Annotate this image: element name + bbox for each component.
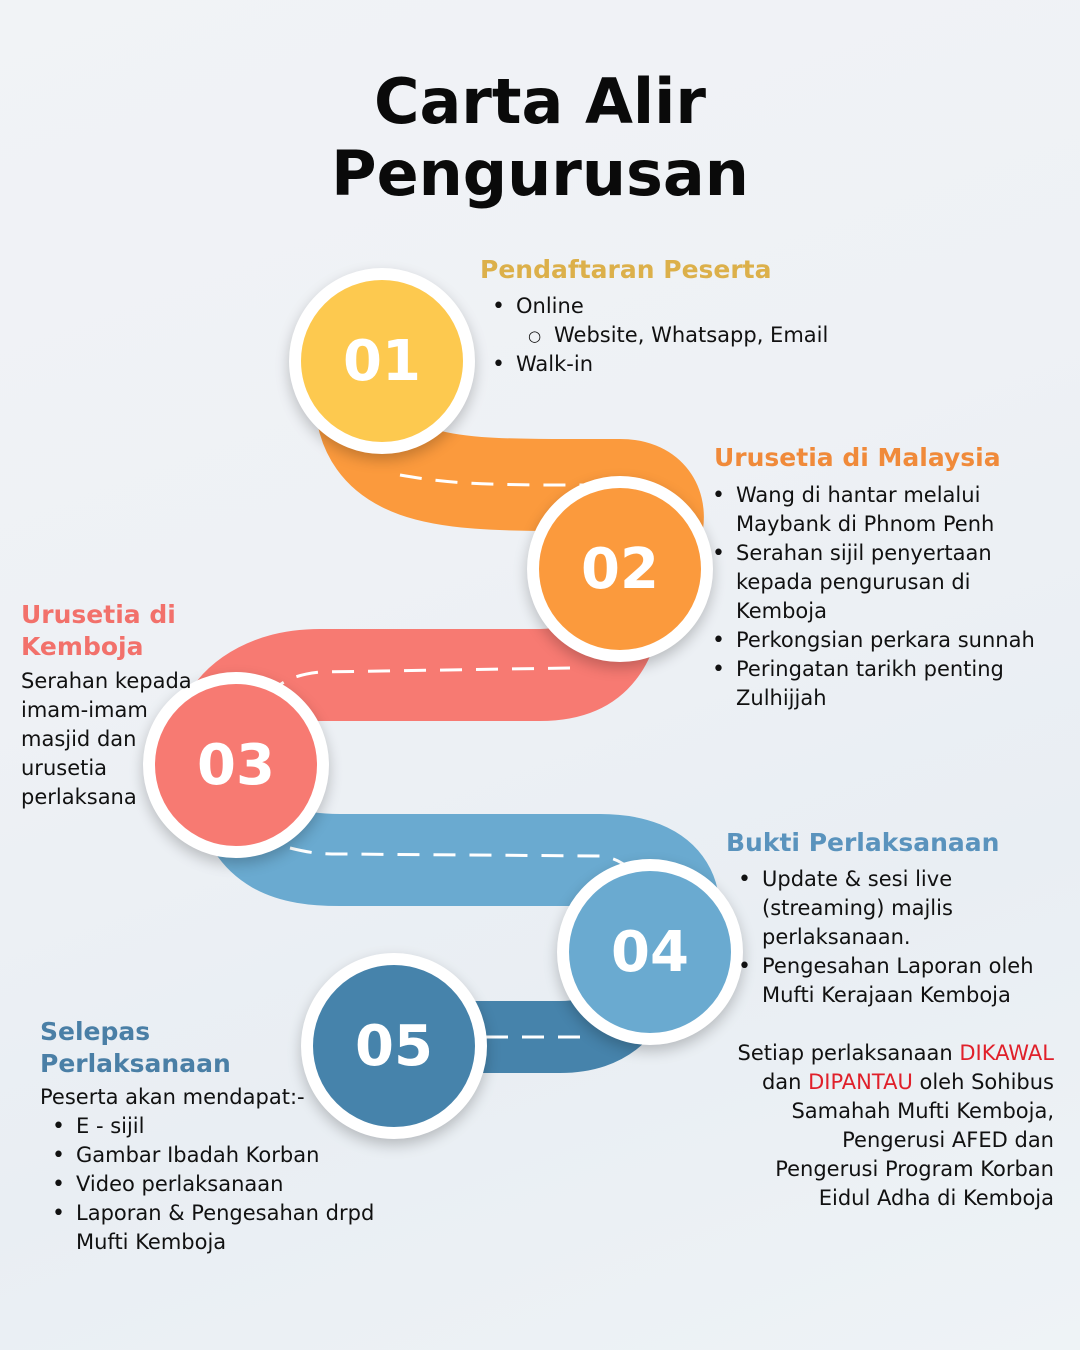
list-item: • Peringatan tarikh penting Zulhijjah xyxy=(710,655,1070,713)
step-03-text: Serahan kepada imam-imam masjid dan urusetia perlaksana xyxy=(21,669,192,809)
step-02-heading: Urusetia di Malaysia xyxy=(714,443,1001,472)
step-01-heading: Pendaftaran Peserta xyxy=(480,255,772,284)
highlight-dikawal: DIKAWAL xyxy=(959,1041,1054,1065)
list-item: • Update & sesi live (streaming) majlis perlaksanaan. xyxy=(736,865,1076,952)
step-02-list xyxy=(710,481,1070,713)
list-item: • Online ○ Website, Whatsapp, Email xyxy=(490,292,1050,350)
step-04-number: 04 xyxy=(611,919,689,985)
step-01-list xyxy=(490,292,1050,379)
step-05-number: 05 xyxy=(355,1013,433,1079)
highlight-dipantau: DIPANTAU xyxy=(808,1070,913,1094)
step-02-number: 02 xyxy=(581,536,659,602)
list-item: ○ Website, Whatsapp, Email xyxy=(528,321,1050,350)
step-02-circle xyxy=(527,476,713,662)
step-05-heading: Selepas Perlaksanaan xyxy=(40,1017,231,1078)
list-item: • Serahan sijil penyertaan kepada pengurusan di Kemboja xyxy=(710,539,1070,626)
list-item: • Pengesahan Laporan oleh Mufti Kerajaan Kemboja xyxy=(736,952,1076,1010)
list-item: • Laporan & Pengesahan drpd Mufti Kemboja xyxy=(50,1199,430,1257)
list-item: • Walk-in xyxy=(490,350,1050,379)
list-item: • Perkongsian perkara sunnah xyxy=(710,626,1070,655)
step-01-number: 01 xyxy=(343,328,421,394)
step-04-heading: Bukti Perlaksanaan xyxy=(726,828,1000,857)
step-03-number: 03 xyxy=(197,732,275,798)
list-item: • E - sijil xyxy=(50,1112,430,1141)
monitoring-note: Setiap perlaksanaan DIKAWAL dan DIPANTAU oleh Sohibus Samahah Mufti Kemboja, Pengerusi AFED dan Pengerusi Program Korban Eidul Adha di Kemboja xyxy=(737,1041,1054,1210)
step-01-circle xyxy=(289,268,475,454)
step-05-intro: Peserta akan mendapat:- xyxy=(40,1085,305,1109)
title-line-1: Carta Alir xyxy=(373,65,707,138)
step-03-heading: Urusetia di Kemboja xyxy=(21,600,176,661)
title-line-2: Pengurusan xyxy=(331,137,749,210)
step-04-list xyxy=(736,865,1076,1010)
list-item: • Wang di hantar melalui Maybank di Phnom Penh xyxy=(710,481,1070,539)
list-item: • Gambar Ibadah Korban xyxy=(50,1141,430,1170)
list-item: • Video perlaksanaan xyxy=(50,1170,430,1199)
step-04-circle xyxy=(557,859,743,1045)
step-05-list xyxy=(50,1112,430,1257)
